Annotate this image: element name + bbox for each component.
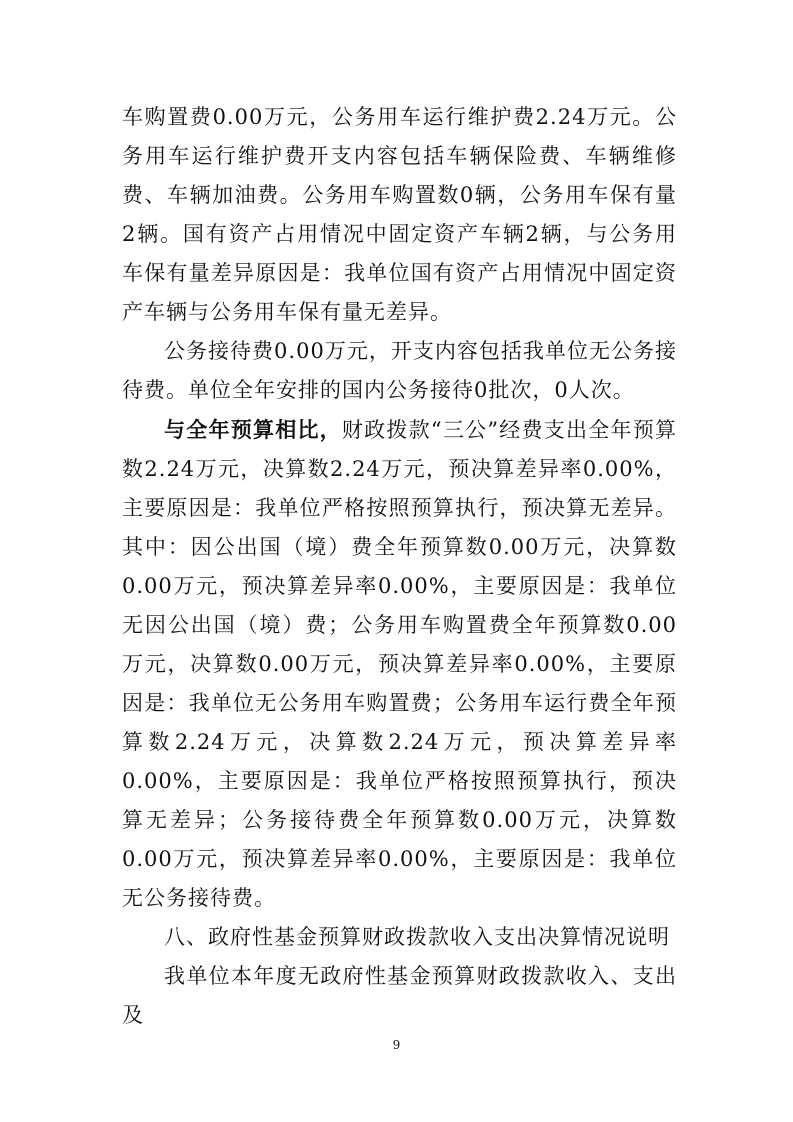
- budget-comparison-text: 财政拨款“三公”经费支出全年预算数2.24万元，决算数2.24万元，预决算差异率0.00%，主要原因是：我单位严格按照预算执行，预决算无差异。其中：因公出国（境）费全年预算数0.00万元，决算数0.00万元，预决算差异率0.00%，主要原因是：我单位无因公出国（境）费；公务用车购置费全年预算数0.00万元，决算数0.00万元，预决算差异率0.00%，主要原因是：我单位无公务用车购置费；公务用车运行费全年预算数2.24万元，决算数2.24万元，预决算差异率0.00%，主要原因是：我单位严格按照预算执行，预决算无差异；公务接待费全年预算数0.00万元，决算数0.00万元，预决算差异率0.00%，主要原因是：我单位无公务接待费。: [122, 418, 677, 910]
- paragraph-budget-comparison: [122, 410, 677, 918]
- paragraph-reception-costs: 公务接待费0.00万元，开支内容包括我单位无公务接待费。单位全年安排的国内公务接待0批次，0人次。: [122, 339, 677, 402]
- budget-comparison-lead: 与全年预算相比，: [164, 417, 342, 442]
- page-number: 9: [392, 1038, 401, 1052]
- paragraph-vehicle-costs: 车购置费0.00万元，公务用车运行维护费2.24万元。公务用车运行维护费开支内容包括车辆保险费、车辆维修费、车辆加油费。公务用车购置数0辆，公务用车保有量2辆。国有资产占用情况中固定资产车辆2辆，与公务用车保有量差异原因是：我单位国有资产占用情况中固定资产车辆与公务用车保有量无差异。: [122, 105, 677, 324]
- paragraph-government-fund: 我单位本年度无政府性基金预算财政拨款收入、支出及: [122, 964, 677, 1027]
- section-heading-8: 八、政府性基金预算财政拨款收入支出决算情况说明: [164, 925, 670, 949]
- body-text: [122, 98, 677, 1035]
